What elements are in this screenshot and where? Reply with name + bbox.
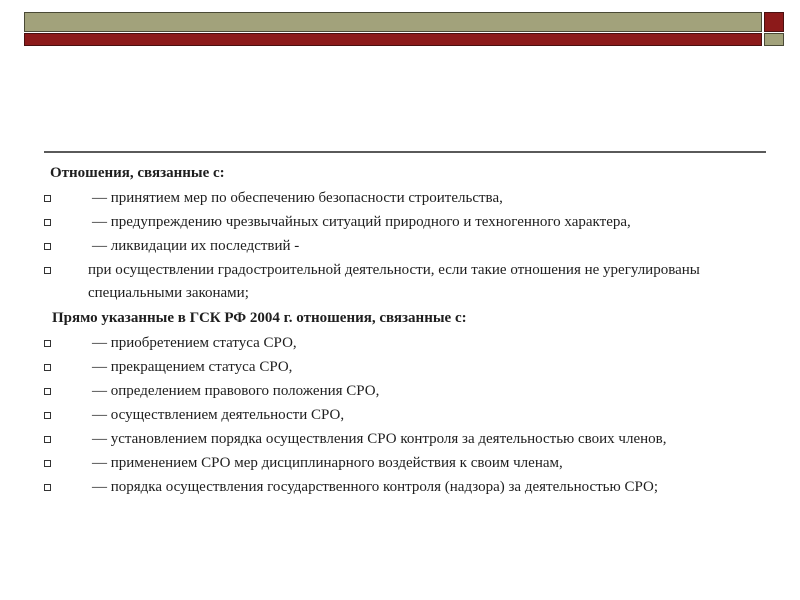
square-bullet-icon: [44, 219, 51, 226]
section-heading-relations: Отношения, связанные с:: [50, 165, 225, 181]
list-item: [40, 211, 740, 234]
gsk-relations-list: [40, 332, 740, 499]
list-item: [40, 380, 740, 403]
list-item: [40, 404, 740, 427]
square-bullet-icon: [44, 436, 51, 443]
header-square-red: [764, 12, 784, 32]
list-item: [40, 332, 740, 355]
relations-list: [40, 187, 740, 305]
list-item: [40, 428, 740, 451]
list-item: [40, 235, 740, 258]
list-item: [40, 476, 740, 499]
list-item-text: — приобретением статуса СРО,: [92, 335, 297, 351]
square-bullet-icon: [44, 267, 51, 274]
square-bullet-icon: [44, 484, 51, 491]
list-item: [40, 356, 740, 379]
square-bullet-icon: [44, 460, 51, 467]
square-bullet-icon: [44, 243, 51, 250]
list-item-text: — определением правового положения СРО,: [92, 383, 380, 399]
list-item-text: — применением СРО мер дисциплинарного воздействия к своим членам,: [92, 455, 563, 471]
header-square-olive: [764, 33, 784, 46]
list-item-text: — ликвидации их последствий -: [92, 238, 300, 254]
square-bullet-icon: [44, 340, 51, 347]
list-item-text: — прекращением статуса СРО,: [92, 359, 293, 375]
header-bar-red: [24, 33, 762, 46]
square-bullet-icon: [44, 195, 51, 202]
list-item-text: — осуществлением деятельности СРО,: [92, 407, 345, 423]
list-item-text: — предупреждению чрезвычайных ситуаций природного и техногенного характера,: [92, 214, 631, 230]
square-bullet-icon: [44, 364, 51, 371]
list-item: [40, 259, 740, 305]
list-item-text: — принятием мер по обеспечению безопасности строительства,: [92, 190, 503, 206]
list-item: [40, 187, 740, 210]
content-divider: [44, 151, 766, 153]
list-item-text: при осуществлении градостроительной деятельности, если такие отношения не урегулированы специальными законами;: [88, 262, 700, 301]
list-item: [40, 452, 740, 475]
section-heading-gsk: Прямо указанные в ГСК РФ 2004 г. отношения, связанные с:: [52, 310, 467, 326]
square-bullet-icon: [44, 412, 51, 419]
list-item-text: — порядка осуществления государственного контроля (надзора) за деятельностью СРО;: [92, 479, 659, 495]
square-bullet-icon: [44, 388, 51, 395]
slide-content: [40, 162, 740, 500]
list-item-text: — установлением порядка осуществления СРО контроля за деятельностью своих членов,: [92, 431, 667, 447]
header-bar-olive: [24, 12, 762, 32]
